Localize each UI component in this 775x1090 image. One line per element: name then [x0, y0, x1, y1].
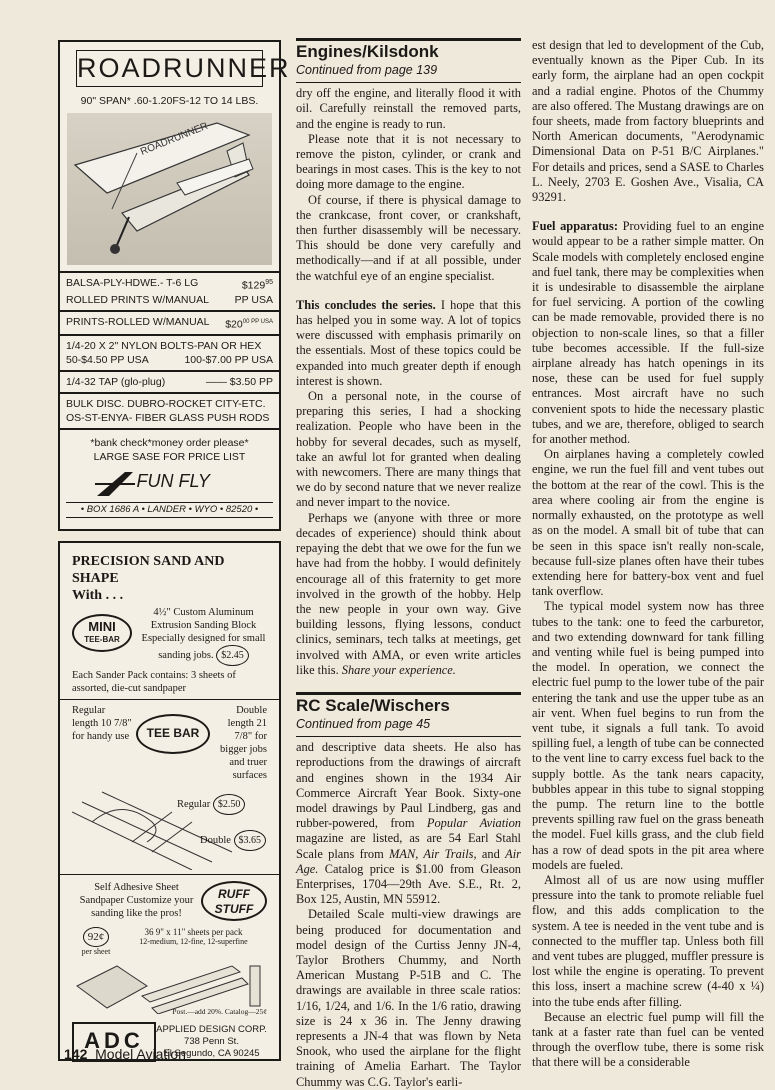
ps-company: APPLIED DESIGN CORP.	[156, 1024, 267, 1035]
engines-p3: Of course, if there is physical damage to the crankcase, front cover, or crankshaft, then further disassembly will be necessary. This should be done very carefully and methodically—and if at all possible, under the watchful eye of an engine specialist.	[296, 192, 521, 283]
engines-continued: Continued from page 139	[296, 63, 438, 77]
teebar-logo: TEE BAR	[136, 714, 210, 754]
ps-adhesive-text: Self Adhesive Sheet Sandpaper Customize your sanding like the pros!	[79, 882, 194, 919]
rr-prints-row: PRINTS-ROLLED W/MANUAL $\$20^{00 PP USA}$	[60, 310, 279, 335]
page-number: 142	[64, 1046, 88, 1062]
mini-teebar-logo: MINI TEE-BAR	[72, 614, 132, 652]
rr-address: • BOX 1686 A • LANDER • WYO • 82520 •	[66, 502, 273, 518]
rr-tap-row: 1/4-32 TAP (glo-plug) —— $3.50 PP	[60, 370, 279, 392]
ps-block-price: $2.45	[216, 645, 249, 666]
rc-p2: Detailed Scale multi-view drawings are being produced for documentation and model design of the Curtiss Jenny JN-4, Taylor Brothers Chummy, and North American Mustang P-51B and C. The drawings are available in three scale ratios: 1/16, 1/24, and 1/6. In the 1/6 ratio, drawing size is 24 x 36 in. The Jenny drawing represents a JN-4 that was flown by Neta Snook, who used the airplane for the flight training of Amelia Earhart. The Taylor Chummy was C.G. Taylor's earli-	[296, 907, 521, 1089]
engines-perhaps: Perhaps we (anyone with three or more decades of experience) should think about repaying the debt that we owe for the fun we have had from the hobby. I would definitely encourage all of this fraternity to get more involved in the growth of the hobby. Help the new people in your own way. Give building lessons, flying lessons, conduct clinics, seminars, tech talks at meetings, get involved with AMA, or even write articles like this. Share your experience.	[296, 510, 521, 677]
roadrunner-ad	[58, 40, 291, 531]
rc-muffler: Almost all of us are now using muffler pressure into the tank to promote reliable fuel flow, and this adds complication to the system. A tee is needed in the vent tube and is connected to the muffler tap. Unless both fill and vent tubes are plugged, muffler pressure is lost while the engine is operating. To prevent this loss, insert a machine screw (4-40 x ¼) into the tube ends after filling.	[532, 872, 764, 1009]
photo-lettering: ROADRUNNER	[139, 120, 210, 158]
ruff-stuff-logo: RUFF STUFF	[201, 881, 267, 921]
ps-regular-text: Regular length 10 7/8" for handy use	[72, 705, 132, 742]
airplane-icon	[67, 113, 272, 265]
rc-fuel: Fuel apparatus: Providing fuel to an engine would appear to be a rather simple matter. On Scale models with completely enclosed engine and fuel tank, there may be complexities when it is undesirable to disassemble the airplane for fuel servicing. A portion of the cowling can be made removable, provided there is no objection to non-scale lines, so that a filler tube becomes accessible. If the full-size airplane already has hatch openings in its nose, these can be used for fuel supply entrances. Most aircraft have no such convenient spots to hide the necessary plastic tubes, and we are, therefore, obliged to search for another method.	[532, 219, 764, 447]
roadrunner-spec: 90" SPAN* .60-1.20FS-12 TO 14 LBS.	[80, 95, 259, 107]
ps-sheet-text: 36 9" x 11" sheets per pack	[144, 927, 243, 937]
rc-continued: Continued from page 45	[296, 716, 431, 731]
ps-postage: Post.—add 20%. Catalog—25¢	[172, 1007, 267, 1016]
rr-order-row: *bank check*money order please* LARGE SASE FOR PRICE LIST FUN FLY • BOX 1686 A • LANDER • WYO • 82520 •	[60, 428, 279, 521]
engines-series: This concludes the series. I hope that this has helped you in some way. A lot of topics were discussed with emphasis primarily on the essentials. Most of these topics could be expanded into much greater depth if enough interest is shown.	[296, 297, 521, 388]
column-3	[532, 38, 764, 1071]
rc-title: RC Scale/Wischers	[296, 695, 450, 715]
ps-sheet-price: 92¢	[83, 927, 110, 947]
rr-bolts-row: 1/4-20 X 2" NYLON BOLTS-PAN OR HEX 50-$4.50 PP USA 100-$7.00 PP USA	[60, 334, 279, 370]
sandpaper-illustration	[72, 956, 267, 1014]
funfly-logo: FUN FLY	[95, 470, 245, 500]
engines-header	[296, 38, 521, 78]
engines-title: Engines/Kilsdonk	[296, 42, 439, 61]
ps-double-label: Double $3.65	[200, 830, 266, 851]
precision-sand-ad: PRECISION SAND AND SHAPE With . . . MINI TEE-BAR 4½" Custom Aluminum Extrusion Sanding Block Especially designed for small sanding jobs. $2.45 Each Sander Pack contains: 3 sheets of assorted, die-cut sandpaper Regular length 10 7/8" for handy use TEE BAR Double length 21 7/8" for bigger jobs and truer surfaces Regular $2.50 Double $3.65 Self Adhesive Sheet Sandpaper Customize your sanding like the pros! RUFF STUFF 92¢ per sheet 36 9" x 11" sheets per pack 12-medium, 12-fine, 12-superfine Post.—add 20%. Catalog—25¢ ADC APPLIED DESIGN CORP. 738 Penn St. El Segundo, CA 90245	[58, 541, 281, 1061]
sanding-illustration	[72, 782, 267, 870]
page-footer	[64, 1046, 186, 1062]
rc-electric: Because an electric fuel pump will fill the tank at a faster rate than fuel can be vented through the overflow tube, there is some risk that there will be a considerable	[532, 1009, 764, 1070]
engines-personal: On a personal note, in the course of preparing this series, I had a shocking realization. People who have been in the hobby for several decades, such as myself, take an awful lot for granted when dealing with newcomers. There are many things that we do by second nature that we never realize and never impart to the novice.	[296, 389, 521, 510]
rc-p1: and descriptive data sheets. He also has reproductions from the drawings of aircraft and engines shown in the 1934 Air Commerce Aircraft Year Book. Sixty-one model drawings by Paul Lindberg, gas and rubber-powered, from Popular Aviation magazine are listed, as are 54 Earl Stahl Scale plans from MAN, Air Trails, and Air Age. Catalog price is $1.00 from Gleason Enterprises, 1704—29th Ave. S.E., Rt. 2, Box 125, Austin, MN 55912.	[296, 740, 521, 907]
rr-bulk-row: BULK DISC. DUBRO-ROCKET CITY-ETC. OS-ST-ENYA- FIBER GLASS PUSH RODS	[60, 392, 279, 428]
rc-typical: The typical model system now has three tubes to the tank: one to feed the carburetor, and two extending downward for tank filling and venting while fuel is being pumped into the model. In operation, we connect the electric fuel pump to the lower tube of the pair entering the tank and use the upper tube as an air vent. When fuel begins to run from the vent tube, it signals a full tank. To avoid spilling fuel, a length of tube can be connected to the vent line to carry excess fuel back to the supply bottle. As the tank nears capacity, bubbles appear in this tube to signal stopping the pump. The return line to the bottle prevents spilling raw fuel on the grass beneath the model. Fuel kills grass, and the club field has a row of dead spots in the pit area where models are fueled.	[532, 599, 764, 872]
ps-grit-text: 12-medium, 12-fine, 12-superfine	[139, 937, 248, 946]
sandpaper-sheets-icon	[72, 956, 272, 1014]
ps-title: PRECISION SAND AND SHAPE	[72, 554, 225, 586]
ps-regular-label: Regular $2.50	[177, 794, 245, 815]
rc-cowled: On airplanes having a completely cowled engine, we run the fuel fill and vent tubes out the bottom at the rear of the cowl. This is the area where cooling air from the engine is normally exhausted, on the prototype as well as on the model. A small bit of tube that can be seen in this space isn't really non-scale, because full-size planes often have their tubes extending here for battery-box vent and fuel tank overflow.	[532, 447, 764, 599]
engines-p2: Please note that it is not necessary to remove the piston, cylinder, or crank and bearings in most cases. This is the key to not doing more damage to the engine.	[296, 131, 521, 192]
adc-logo: ADC	[72, 1022, 156, 1062]
ps-pack-text: Each Sander Pack contains: 3 sheets of assorted, die-cut sandpaper	[72, 670, 236, 694]
funfly-swoosh-icon	[95, 470, 135, 500]
rc-p3: est design that led to development of the Cub, eventually known as the Piper Cub. In its early form, the airplane had an open cockpit and a radial engine. Photos of the Chummy are also offered. The Mustang drawings are on four sheets, made from factory blueprints and North American documents, "Aerodynamic Dimensional Data on P-51 B/C Airplanes." For details and prices, send a SASE to Charles L. Neely, 2703 E. Goshen Ave., Visalia, CA 93291.	[532, 38, 764, 205]
roadrunner-title: ROADRUNNER	[76, 50, 263, 87]
ps-block-text: 4½" Custom Aluminum Extrusion Sanding Block Especially designed for small sanding jobs.	[141, 607, 266, 661]
rr-kit-row: BALSA-PLY-HDWE.- T-6 LG $\$129^{95}$ ROLLED PRINTS W/MANUAL PP USA	[60, 271, 279, 310]
ps-double-text: Double length 21 7/8" for bigger jobs and truer surfaces	[220, 705, 267, 781]
column-2	[296, 38, 521, 1090]
roadrunner-photo	[67, 113, 272, 265]
engines-p1: dry off the engine, and literally flood it with oil. Carefully reinstall the removed parts, and the engine is ready to run.	[296, 86, 521, 131]
rc-header	[296, 692, 521, 732]
ps-with: With . . .	[72, 588, 124, 603]
magazine-name: Model Aviation	[95, 1046, 186, 1062]
